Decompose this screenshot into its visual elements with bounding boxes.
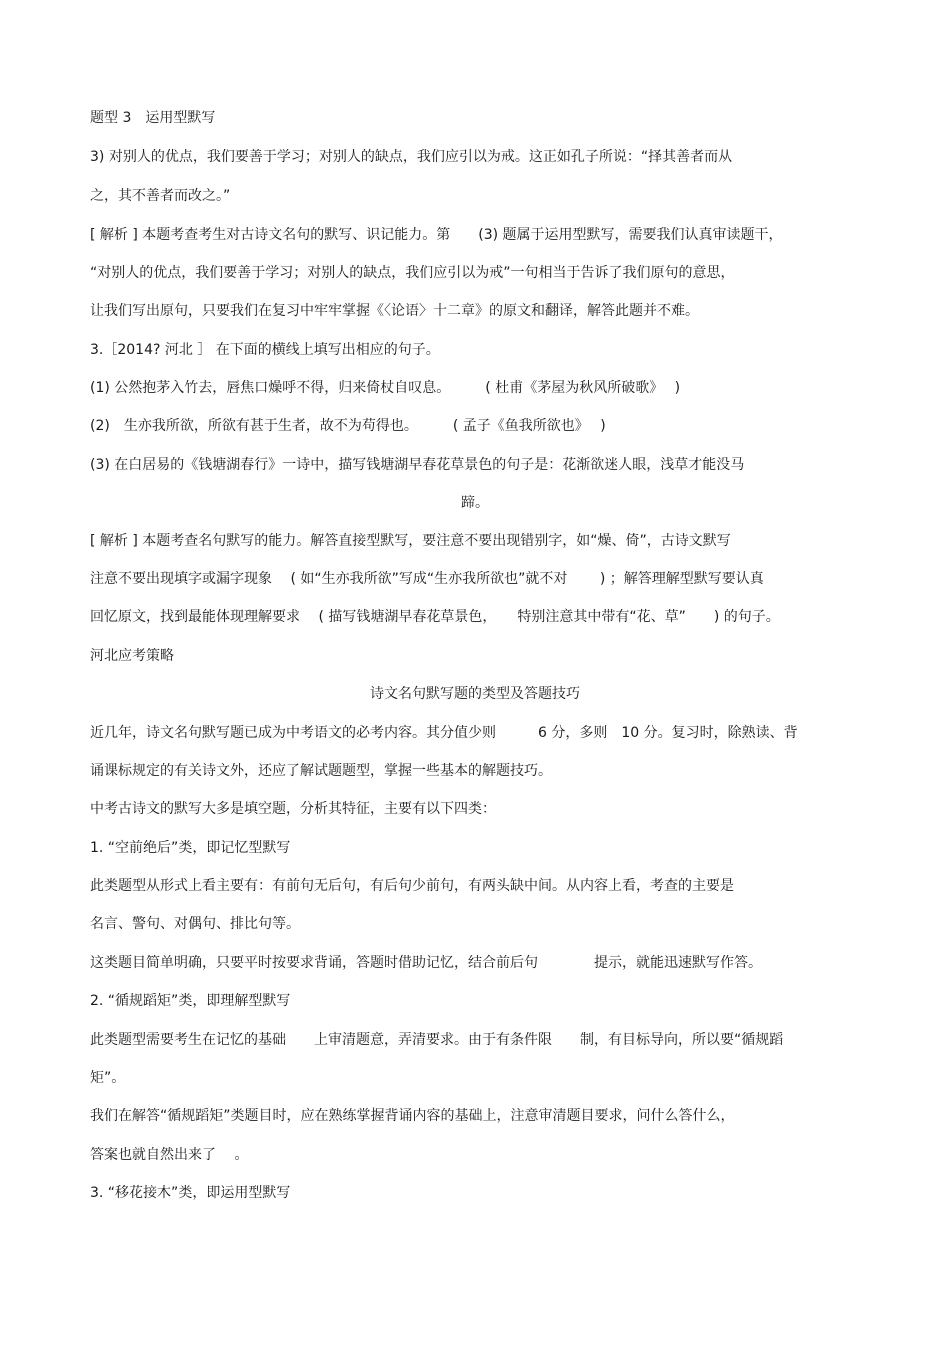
paragraph: 我们在解答“循规蹈矩”类题目时，应在熟练掌握背诵内容的基础上，注意审清题目要求，问什么答什么， [90,1108,735,1124]
answer-text: 3) 对别人的优点，我们要善于学习；对别人的缺点，我们应引以为戒。这正如孔子所说：“择其善者而从 [90,149,733,165]
type-heading: 2. “循规蹈矩”类，即理解型默写 [90,993,291,1009]
question-item: (3) 在白居易的《钱塘湖春行》一诗中，描写钱塘湖早春花草景色的句子是：花渐欲迷人眼，浅草才能没马 [90,457,745,473]
type-heading: 1. “空前绝后”类，即记忆型默写 [90,840,291,856]
analysis-text: “对别人的优点，我们要善于学习；对别人的缺点，我们应引以为戒”一句相当于告诉了我们原句的意思， [90,265,735,281]
question-item: (1) 公然抱茅入竹去，唇焦口燥呼不得，归来倚杖自叹息。 ( 杜甫《茅屋为秋风所破歌》 ) [90,380,681,396]
section-heading: 题型 3 运用型默写 [90,110,216,126]
analysis-text: [ 解析 ] 本题考查名句默写的能力。解答直接型默写，要注意不要出现错别字，如“燥、倚”，古诗文默写 [90,533,731,549]
paragraph: 此类题型从形式上看主要有：有前句无后句，有后句少前句，有两头缺中间。从内容上看，考查的主要是 [90,878,734,894]
paragraph: 中考古诗文的默写大多是填空题，分析其特征，主要有以下四类： [90,801,496,817]
analysis-text: [ 解析 ] 本题考查考生对古诗文名句的默写、识记能力。第 (3) 题属于运用型默写，需要我们认真审读题干， [90,227,783,243]
analysis-text: 让我们写出原句，只要我们在复习中牢牢掌握《〈论语〉十二章》的原文和翻译，解答此题并不难。 [90,303,699,319]
paragraph: 近几年，诗文名句默写题已成为中考语文的必考内容。其分值少则 6 分，多则 10 分。复习时，除熟读、背 [90,725,798,741]
paragraph: 名言、警句、对偶句、排比句等。 [90,916,300,932]
answer-text: 之，其不善者而改之。” [90,188,231,204]
analysis-text: 注意不要出现填字或漏字现象 ( 如“生亦我所欲”写成“生亦我所欲也”就不对 ) ；解答理解型默写要认真 [90,571,764,587]
question-heading: 3.［2014? 河北 ］ 在下面的横线上填写出相应的句子。 [90,342,440,358]
strategy-heading: 河北应考策略 [90,648,174,664]
paragraph: 此类题型需要考生在记忆的基础 上审清题意，弄清要求。由于有条件限 制，有目标导向，所以要“循规蹈 [90,1032,784,1048]
paragraph: 诵课标规定的有关诗文外，还应了解试题题型，掌握一些基本的解题技巧。 [90,763,552,779]
type-heading: 3. “移花接木”类，即运用型默写 [90,1185,291,1201]
paragraph: 答案也就自然出来了 。 [90,1147,249,1163]
paragraph: 矩”。 [90,1070,126,1086]
paragraph: 这类题目简单明确，只要平时按要求背诵，答题时借助记忆，结合前后句 提示，就能迅速默写作答。 [90,955,762,971]
article-title: 诗文名句默写题的类型及答题技巧 [370,686,580,702]
analysis-text: 回忆原文，找到最能体现理解要求 ( 描写钱塘湖早春花草景色， 特别注意其中带有“花、草” ) 的句子。 [90,609,780,625]
question-item-continued: 蹄。 [461,495,489,511]
question-item: (2) 生亦我所欲，所欲有甚于生者，故不为苟得也。 ( 孟子《鱼我所欲也》 ) [90,418,606,434]
